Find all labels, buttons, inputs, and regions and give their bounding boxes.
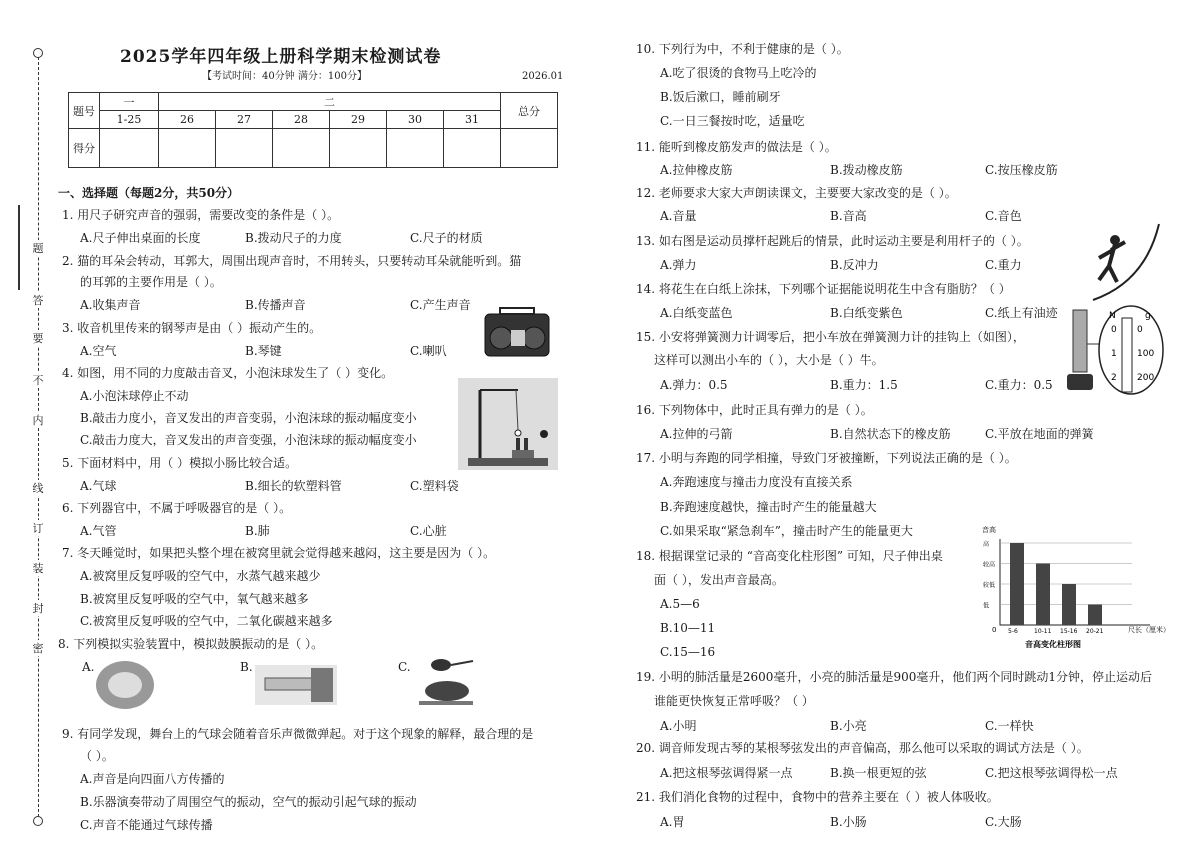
option[interactable]: A.声音是向四面八方传播的 — [80, 772, 225, 786]
option[interactable]: B. — [240, 660, 253, 674]
binding-char: 题 — [26, 240, 50, 256]
chart-x-tick: 20-21 — [1086, 628, 1104, 635]
option[interactable]: C.音色 — [985, 209, 1022, 223]
chart-bar — [1088, 605, 1102, 626]
option[interactable]: A.5—6 — [660, 597, 700, 611]
chart-x-tick: 5-6 — [1008, 628, 1018, 635]
question-text: 9. 有同学发现，舞台上的气球会随着音乐声微微弹起。对于这个现象的解释，最合理的是 — [62, 727, 534, 741]
question-text: 7. 冬天睡觉时，如果把头整个埋在被窝里就会觉得越来越闷，这主要是因为（ ）。 — [62, 546, 496, 560]
scale-tick-right: 100 — [1137, 349, 1155, 359]
col-header: 27 — [216, 111, 273, 129]
question-text: 19. 小明的肺活量是2600毫升，小亮的肺活量是900毫升，他们两个同时跳动1分钟，停止运动后 — [636, 670, 1152, 684]
group-one: 一 — [100, 93, 159, 111]
option[interactable]: A.气球 — [80, 479, 117, 493]
binding-mark-1 — [18, 205, 20, 290]
option[interactable]: A.奔跑速度与撞击力度没有直接关系 — [660, 475, 853, 489]
option[interactable]: C.一样快 — [985, 719, 1034, 733]
binding-char: 密 — [26, 640, 50, 656]
question-text-cont: 的耳郭的主要作用是（ ）。 — [80, 275, 222, 289]
score-cell[interactable] — [159, 129, 216, 168]
option[interactable]: B.饭后漱口，睡前刷牙 — [660, 90, 781, 104]
option[interactable]: A.拉伸橡皮筋 — [660, 163, 733, 177]
option[interactable]: C.重力：0.5 — [985, 378, 1053, 392]
question-text: 11. 能听到橡皮筋发声的做法是（ ）。 — [636, 140, 837, 154]
scale-top-label: N — [1109, 311, 1116, 321]
binding-char: 答 — [26, 292, 50, 308]
question-text: 18. 根据课堂记录的 “音高变化柱形图” 可知，尺子伸出桌 — [636, 549, 943, 563]
option[interactable]: B.音高 — [830, 209, 867, 223]
question-text: 4. 如图，用不同的力度敲击音叉，小泡沫球发生了（ ）变化。 — [62, 366, 394, 380]
option-a-image — [95, 660, 155, 710]
scale-tick-right: 0 — [1137, 325, 1143, 335]
row-header-score: 得分 — [69, 129, 100, 168]
chart-x-tick: 15-16 — [1060, 628, 1078, 635]
option[interactable]: A.小泡沫球停止不动 — [80, 389, 189, 403]
exam-info: 【考试时间：40分钟 满分：100分】 — [202, 71, 367, 82]
option[interactable]: A.尺子伸出桌面的长度 — [80, 231, 201, 245]
scale-tick-left: 1 — [1111, 349, 1117, 359]
question-text: 13. 如右图是运动员撑杆起跳后的情景，此时运动主要是利用杆子的（ ）。 — [636, 234, 1029, 248]
option[interactable]: A.音量 — [660, 209, 697, 223]
col-header: 30 — [387, 111, 444, 129]
scale-tick-left: 0 — [1111, 325, 1117, 335]
option[interactable]: C.15—16 — [660, 645, 716, 659]
question-text: 15. 小安将弹簧测力计调零后，把小车放在弹簧测力计的挂钩上（如图）， — [636, 330, 1025, 344]
chart-y-tick: 较高 — [983, 561, 996, 569]
question-text: 3. 收音机里传来的钢琴声是由（ ）振动产生的。 — [62, 321, 322, 335]
option[interactable]: C.塑料袋 — [410, 479, 459, 493]
chart-y-tick: 较低 — [983, 582, 996, 589]
option-b-image — [255, 660, 337, 710]
option[interactable]: A.小明 — [660, 719, 697, 733]
option[interactable]: B.拨动橡皮筋 — [830, 163, 903, 177]
tuning-fork-figure — [458, 378, 558, 470]
group-two: 二 — [159, 93, 501, 111]
option[interactable]: B.肺 — [245, 524, 270, 538]
option[interactable]: C.大肠 — [985, 815, 1022, 829]
question-text-cont: （ ）。 — [80, 749, 114, 763]
question-text: 5. 下面材料中，用（ ）模拟小肠比较合适。 — [62, 456, 298, 470]
chart-xlabel: 尺长（厘米） — [1128, 626, 1170, 634]
option[interactable]: A.拉伸的弓箭 — [660, 427, 733, 441]
option[interactable]: C.按压橡皮筋 — [985, 163, 1058, 177]
option[interactable]: B.小肠 — [830, 815, 867, 829]
section-heading: 一、选择题（每题2分，共50分） — [58, 186, 240, 200]
radio-figure — [482, 308, 554, 360]
chart-y-tick: 低 — [983, 602, 990, 610]
binding-char: 线 — [26, 480, 50, 496]
option[interactable]: B.换一根更短的弦 — [830, 766, 927, 780]
exam-date: 2026.01 — [522, 71, 564, 82]
col-header: 31 — [444, 111, 501, 129]
scale-tick-right: 200 — [1137, 373, 1155, 383]
binding-char: 要 — [26, 330, 50, 346]
col-header: 1-25 — [100, 111, 159, 129]
question-text: 8. 下列模拟实验装置中，模拟鼓膜振动的是（ ）。 — [58, 637, 324, 651]
question-text: 14. 将花生在白纸上涂抹，下列哪个证据能说明花生中含有脂肪？（ ） — [636, 282, 1011, 296]
option[interactable]: C.被窝里反复呼吸的空气中，二氧化碳越来越多 — [80, 614, 333, 628]
option[interactable]: B.细长的软塑料管 — [245, 479, 342, 493]
chart-origin: 0 — [992, 626, 997, 634]
question-text: 1. 用尺子研究声音的强弱，需要改变的条件是（ ）。 — [62, 208, 340, 222]
question-text-cont: 这样可以测出小车的（ ），大小是（ ）牛。 — [654, 353, 884, 367]
option[interactable]: A.胃 — [660, 815, 685, 829]
option[interactable]: B.自然状态下的橡皮筋 — [830, 427, 951, 441]
chart-title: 音高变化柱形图 — [1025, 640, 1081, 649]
col-header: 29 — [330, 111, 387, 129]
option[interactable]: B.小亮 — [830, 719, 867, 733]
chart-bar — [1062, 584, 1076, 625]
question-text: 20. 调音师发现古琴的某根琴弦发出的声音偏高，那么他可以采取的调试方法是（ ）。 — [636, 741, 1089, 755]
option[interactable]: C.心脏 — [410, 524, 447, 538]
score-cell[interactable] — [273, 129, 330, 168]
option[interactable]: A.白纸变蓝色 — [660, 306, 733, 320]
score-table — [68, 92, 558, 168]
option[interactable]: B.乐器演奏带动了周围空气的振动，空气的振动引起气球的振动 — [80, 795, 417, 809]
question-text: 12. 老师要求大家大声朗读课文，主要要大家改变的是（ ）。 — [636, 186, 957, 200]
option[interactable]: C.喇叭 — [410, 344, 447, 358]
chart-bar — [1010, 543, 1024, 625]
option[interactable]: C.把这根琴弦调得松一点 — [985, 766, 1118, 780]
score-cell[interactable] — [216, 129, 273, 168]
option[interactable]: C.重力 — [985, 258, 1022, 272]
option[interactable]: A.把这根琴弦调得紧一点 — [660, 766, 793, 780]
option[interactable]: B.琴键 — [245, 344, 282, 358]
option[interactable]: A.吃了很烫的食物马上吃冷的 — [660, 66, 817, 80]
score-cell[interactable] — [100, 129, 159, 168]
chart-y-tick: 高 — [983, 541, 990, 548]
chart-ylabel: 音高 — [982, 526, 996, 534]
option[interactable]: B.白纸变紫色 — [830, 306, 903, 320]
option[interactable]: C.产生声音 — [410, 298, 471, 312]
option[interactable]: A.被窝里反复呼吸的空气中，水蒸气越来越少 — [80, 569, 321, 583]
option[interactable]: A.弹力 — [660, 258, 697, 272]
pole-vault-figure — [1085, 222, 1165, 302]
binding-char: 内 — [26, 412, 50, 428]
score-cell[interactable] — [330, 129, 387, 168]
binding-hole-bottom — [33, 816, 43, 826]
option[interactable]: B.10—11 — [660, 621, 716, 635]
question-text: 6. 下列器官中，不属于呼吸器官的是（ ）。 — [62, 501, 292, 515]
chart-x-tick: 10-11 — [1034, 628, 1052, 635]
question-text: 2. 猫的耳朵会转动，耳郭大，周围出现声音时，不用转头，只要转动耳朵就能听到。猫 — [62, 254, 522, 268]
question-text: 21. 我们消化食物的过程中，食物中的营养主要在（ ）被人体吸收。 — [636, 790, 999, 804]
option-c-image — [415, 655, 477, 711]
option[interactable]: B.拨动尺子的力度 — [245, 231, 342, 245]
option[interactable]: A.弹力：0.5 — [660, 378, 728, 392]
score-cell[interactable] — [387, 129, 444, 168]
scale-tick-left: 2 — [1111, 373, 1117, 383]
question-text-cont: 谁能更快恢复正常呼吸？（ ） — [654, 694, 814, 708]
option[interactable]: B.敲击力度小，音叉发出的声音变弱，小泡沫球的振动幅度变小 — [80, 411, 417, 425]
question-text: 17. 小明与奔跑的同学相撞，导致门牙被撞断，下列说法正确的是（ ）。 — [636, 451, 1017, 465]
option[interactable]: A. — [82, 660, 95, 674]
option[interactable]: A.空气 — [80, 344, 117, 358]
option[interactable]: C.如果采取“紧急刹车”，撞击时产生的能量更大 — [660, 524, 913, 538]
option[interactable]: A.气管 — [80, 524, 117, 538]
option[interactable]: B.重力：1.5 — [830, 378, 898, 392]
scale-unit-label: g — [1145, 311, 1151, 321]
option[interactable]: B.反冲力 — [830, 258, 879, 272]
option[interactable]: C. — [398, 660, 411, 674]
option[interactable]: C.纸上有油迹 — [985, 306, 1058, 320]
question-text: 16. 下列物体中，此时正具有弹力的是（ ）。 — [636, 403, 873, 417]
total-header: 总分 — [501, 93, 558, 129]
binding-char: 订 — [26, 520, 50, 536]
row-header-question: 题号 — [69, 93, 100, 129]
question-text-cont: 面（ ），发出声音最高。 — [654, 573, 784, 587]
option[interactable]: C.敲击力度大，音叉发出的声音变强，小泡沫球的振动幅度变小 — [80, 433, 417, 447]
score-cell[interactable] — [501, 129, 558, 168]
question-text: 10. 下列行为中，不利于健康的是（ ）。 — [636, 42, 849, 56]
option[interactable]: B.被窝里反复呼吸的空气中，氧气越来越多 — [80, 592, 309, 606]
exam-title: 2025学年四年级上册科学期末检测试卷 — [120, 47, 442, 67]
pitch-bar-chart — [980, 522, 1170, 652]
binding-char: 封 — [26, 600, 50, 616]
option[interactable]: B.奔跑速度越快，撞击时产生的能量越大 — [660, 500, 877, 514]
col-header: 28 — [273, 111, 330, 129]
option[interactable]: C.平放在地面的弹簧 — [985, 427, 1094, 441]
spring-scale-figure — [1065, 304, 1165, 400]
binding-dashed-line — [38, 52, 39, 822]
col-header: 26 — [159, 111, 216, 129]
option[interactable]: C.声音不能通过气球传播 — [80, 818, 213, 832]
chart-bar — [1036, 564, 1050, 626]
binding-char: 装 — [26, 560, 50, 576]
option[interactable]: B.传播声音 — [245, 298, 306, 312]
binding-hole-top — [33, 48, 43, 58]
option[interactable]: A.收集声音 — [80, 298, 141, 312]
score-cell[interactable] — [444, 129, 501, 168]
option[interactable]: C.一日三餐按时吃，适量吃 — [660, 114, 805, 128]
binding-char: 不 — [26, 372, 50, 388]
option[interactable]: C.尺子的材质 — [410, 231, 483, 245]
